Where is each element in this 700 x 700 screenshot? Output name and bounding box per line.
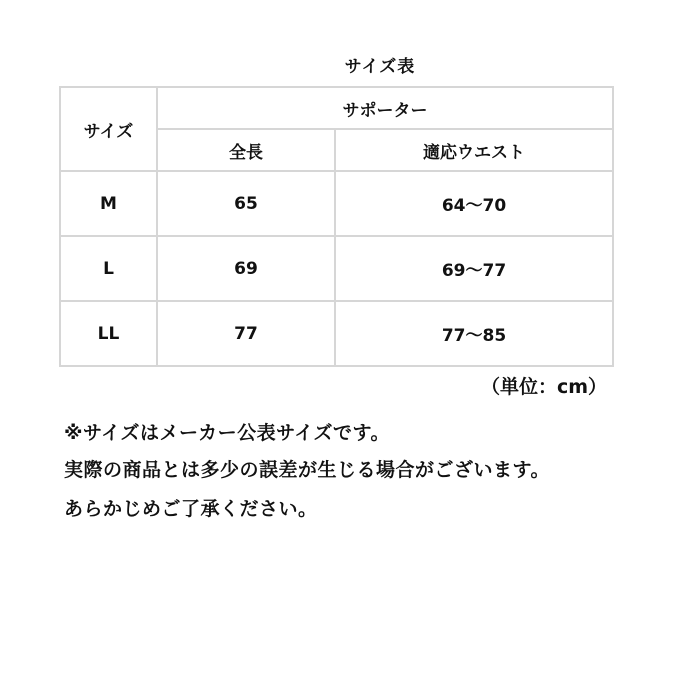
table-row [60, 301, 613, 366]
supporter-header: サポーター [157, 87, 613, 129]
size-cell: L [60, 236, 157, 301]
note-line: あらかじめご了承ください。 [64, 498, 318, 520]
size-cell: LL [60, 301, 157, 366]
size-header: サイズ [60, 87, 157, 171]
waist-cell: 64～70 [335, 171, 613, 236]
length-header: 全長 [157, 129, 335, 171]
unit-label: （単位：cm） [480, 376, 607, 398]
length-cell: 69 [157, 236, 335, 301]
length-cell: 65 [157, 171, 335, 236]
waist-header: 適応ウエスト [335, 129, 613, 171]
size-cell: M [60, 171, 157, 236]
note-line: ※サイズはメーカー公表サイズです。 [64, 422, 391, 444]
waist-cell: 69～77 [335, 236, 613, 301]
table-header-row [60, 87, 613, 129]
waist-cell: 77～85 [335, 301, 613, 366]
length-cell: 77 [157, 301, 335, 366]
size-table [59, 86, 614, 367]
table-row [60, 236, 613, 301]
table-row [60, 171, 613, 236]
page-title: サイズ表 [344, 57, 416, 77]
note-line: 実際の商品とは多少の誤差が生じる場合がございます。 [64, 459, 550, 481]
